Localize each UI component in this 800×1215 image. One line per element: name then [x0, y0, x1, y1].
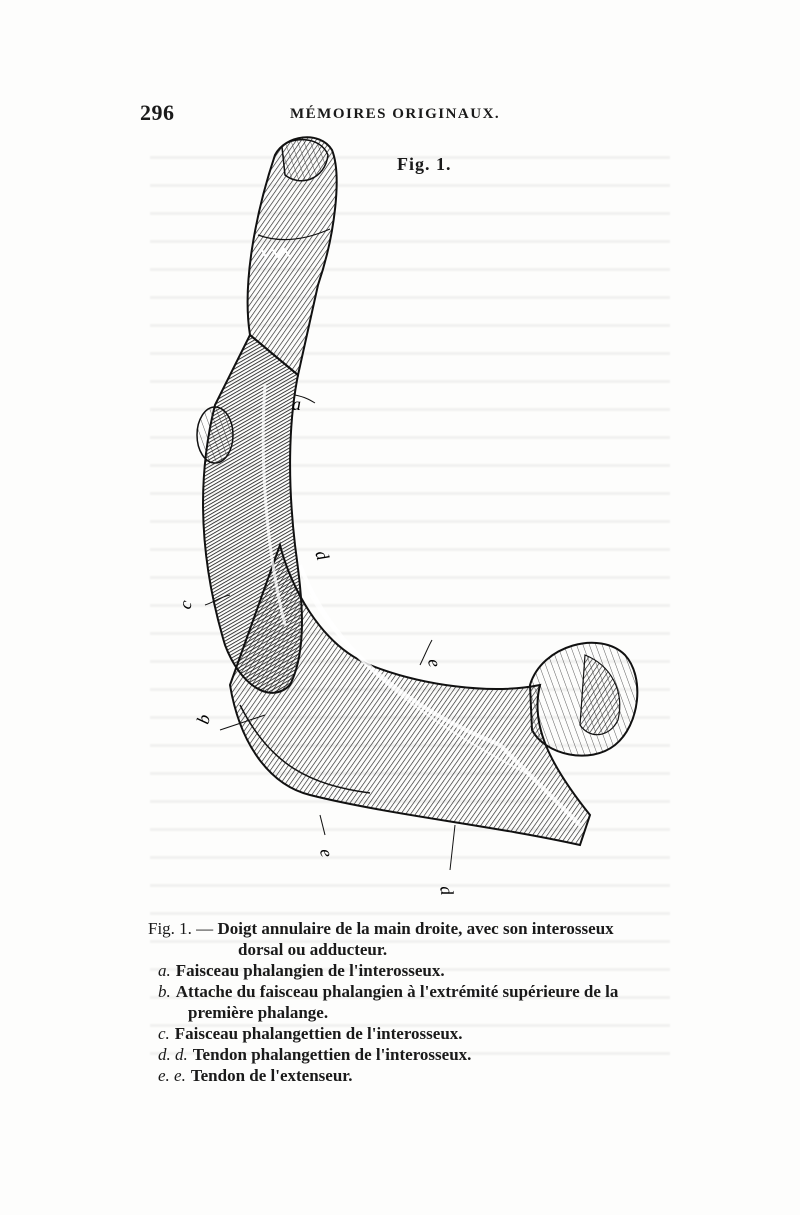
legend-text: Faisceau phalangien de l'interosseux. — [175, 961, 445, 980]
legend-item — [148, 1023, 678, 1044]
distal-phalanx — [248, 137, 337, 375]
running-title: MÉMOIRES ORIGINAUX. — [290, 106, 501, 122]
illustration-label-e2: e — [316, 847, 338, 859]
legend-text: Attache du faisceau phalangien à l'extrémité supérieure de la — [175, 982, 619, 1001]
caption-title-line1: Doigt annulaire de la main droite, avec son interosseux — [217, 919, 614, 938]
legend-text: Faisceau phalangettien de l'interosseux. — [174, 1024, 463, 1043]
caption-title-line2: dorsal ou adducteur. — [238, 940, 388, 959]
finger-engraving — [170, 125, 650, 905]
legend-key: a. — [158, 961, 171, 980]
legend-item — [148, 1065, 678, 1086]
legend-text-continued: première phalange. — [188, 1003, 329, 1022]
illustration-label-b: b — [192, 712, 215, 727]
middle-phalanx — [197, 335, 302, 693]
legend-item — [148, 1044, 678, 1065]
legend-key: c. — [158, 1024, 170, 1043]
legend-text: Tendon de l'extenseur. — [190, 1066, 353, 1085]
illustration-label-e: e — [424, 657, 446, 669]
caption-figure-reference: Fig. 1. — — [148, 919, 214, 938]
page-number: 296 — [140, 100, 175, 125]
illustration-label-a: a — [292, 394, 301, 414]
legend-text: Tendon phalangettien de l'interosseux. — [192, 1045, 472, 1064]
illustration-label-c: c — [174, 598, 196, 612]
legend-key: e. e. — [158, 1066, 186, 1085]
caption-title — [148, 918, 678, 939]
legend-item — [148, 960, 678, 981]
illustration-label-d2: d — [436, 884, 458, 897]
illustration-label-d: d — [311, 547, 334, 563]
legend-key: d. d. — [158, 1045, 188, 1064]
figure-caption — [148, 918, 678, 1086]
legend-item — [148, 981, 678, 1023]
figure-label: Fig. 1. — [397, 154, 452, 174]
legend-key: b. — [158, 982, 171, 1001]
metacarpal-head — [530, 643, 637, 756]
